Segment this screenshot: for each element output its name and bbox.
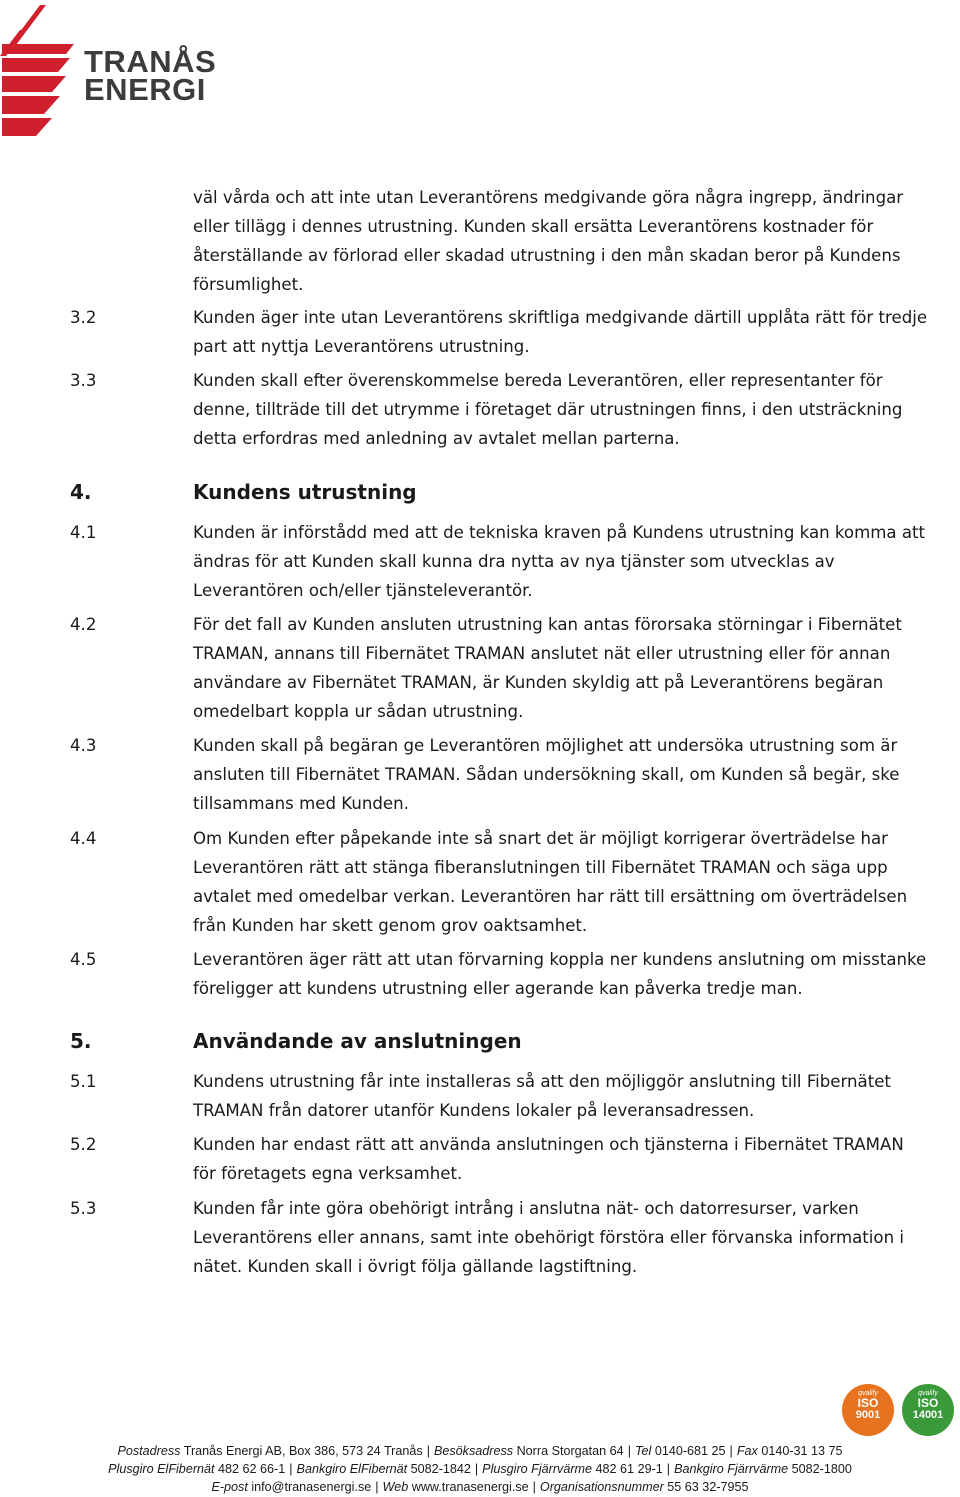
clause-number: 4.4 [70,829,97,848]
clause-5-1 [70,1067,930,1125]
clause-text: Kunden får inte göra obehörigt intrång i anslutna nät- och datorresurser, varken Leverantörens eller annans, samt inte obehörigt förstöra eller förvanska information i nätet. Kunden skall i övrigt följa gällande lagstiftning. [193,1199,904,1276]
iso-14001-badge-icon: qvalify ISO 14001 [902,1384,954,1436]
clause-number: 4.3 [70,736,97,755]
section-title: Användande av anslutningen [193,1029,522,1053]
footer-line-3: E-post info@tranasenergi.se | Web www.tranasenergi.se | Organisationsnummer 55 63 32-7955 [211,1480,749,1494]
logo-line-1: TRANÅS [84,44,217,79]
clause-5-3 [70,1194,930,1281]
clause-text: Kunden är införstådd med att de tekniska kraven på Kundens utrustning kan komma att ändras för att Kunden skall kunna dra nytta av nya tjänster som utvecklas av Leverantören och/eller tjänsteleverantör. [193,523,926,600]
logo-flame-icon [0,0,90,140]
clause-text: Kunden äger inte utan Leverantörens skriftliga medgivande därtill upplåta rätt för tredje part att nyttja Leverantörens utrustning. [193,308,928,356]
continuation-paragraph: väl vårda och att inte utan Leverantörens medgivande göra några ingrepp, ändringar eller tillägg i dennes utrustning. Kunden skall ersätta Leverantörens kostnader för återställande av förlorad eller skadad utrustning i den mån skadan beror på Kundens försumlighet. [193,188,904,294]
clause-3-3 [70,366,930,453]
clause-number: 3.2 [70,308,97,327]
clause-number: 4.1 [70,523,97,542]
clause-4-3 [70,731,930,818]
clause-3-2 [70,303,930,361]
clause-number: 5.2 [70,1135,97,1154]
iso-9001-badge-icon: qvalify ISO 9001 [842,1384,894,1436]
clause-text: Kunden har endast rätt att använda anslutningen och tjänsterna i Fibernätet TRAMAN för företagets egna verksamhet. [193,1135,904,1183]
logo-line-2: ENERGI [84,72,206,107]
footer-line-2: Plusgiro ElFibernät 482 62 66-1 | Bankgiro ElFibernät 5082-1842 | Plusgiro Fjärrvärme 482 61 29-1 | Bankgiro Fjärrvärme 5082-1800 [108,1462,852,1476]
section-title: Kundens utrustning [193,480,417,504]
clause-number: 3.3 [70,371,97,390]
clause-4-4 [70,824,930,940]
clause-text: Kunden skall efter överenskommelse bereda Leverantören, eller representanter för denne, tillträde till det utrymme i företaget där utrustningen finns, i den utsträckning detta erfordras med anledning av avtalet mellan parterna. [193,371,903,448]
clause-number: 5.1 [70,1072,97,1091]
clause-4-1 [70,518,930,605]
section-heading-5 [70,1027,522,1055]
logo-wordmark [84,44,217,107]
page-footer [0,1442,960,1496]
clause-text: Om Kunden efter påpekande inte så snart det är möjligt korrigerar överträdelse har Leverantören rätt att stänga fiberanslutningen till Fibernätet TRAMAN och säga upp avtalet med omedelbar verkan. Leverantören har rätt till ersättning om överträdelsen från Kunden har skett genom grov oaktsamhet. [193,829,908,935]
clause-number: 4.5 [70,950,97,969]
section-number: 4. [70,480,92,504]
section-heading-4 [70,478,417,506]
clause-text: Kundens utrustning får inte installeras så att den möjliggör anslutning till Fibernätet TRAMAN från datorer utanför Kundens lokaler på leveransadressen. [193,1072,891,1120]
clause-text: För det fall av Kunden ansluten utrustning kan antas förorsaka störningar i Fibernätet TRAMAN, annans till Fibernätet TRAMAN anslutet nät eller utrustning eller för annan användare av Fibernätet TRAMAN, är Kunden skyldig att på Leverantörens begäran omedelbart koppla ur sådan utrustning. [193,615,902,721]
clause-text: Leverantören äger rätt att utan förvarning koppla ner kundens anslutning om misstanke föreligger att kundens utrustning eller agerande kan påverka tredje man. [193,950,927,998]
clause-number: 5.3 [70,1199,97,1218]
section-number: 5. [70,1029,92,1053]
footer-line-1: Postadress Tranås Energi AB, Box 386, 573 24 Tranås | Besöksadress Norra Storgatan 64 | Tel 0140-681 25 | Fax 0140-31 13 75 [117,1444,843,1458]
footer-email-link[interactable]: info@tranasenergi.se [251,1480,372,1494]
clause-4-5 [70,945,930,1003]
clause-4-2 [70,610,930,726]
clause-number: 4.2 [70,615,97,634]
clause-5-2 [70,1130,930,1188]
iso-certification-badges [838,1384,960,1440]
clause-text: Kunden skall på begäran ge Leverantören möjlighet att undersöka utrustning som är ansluten till Fibernätet TRAMAN. Sådan undersökning skall, om Kunden så begär, ske tillsammans med Kunden. [193,736,900,813]
tranas-energi-logo [0,0,215,140]
footer-web-link[interactable]: www.tranasenergi.se [411,1480,529,1494]
